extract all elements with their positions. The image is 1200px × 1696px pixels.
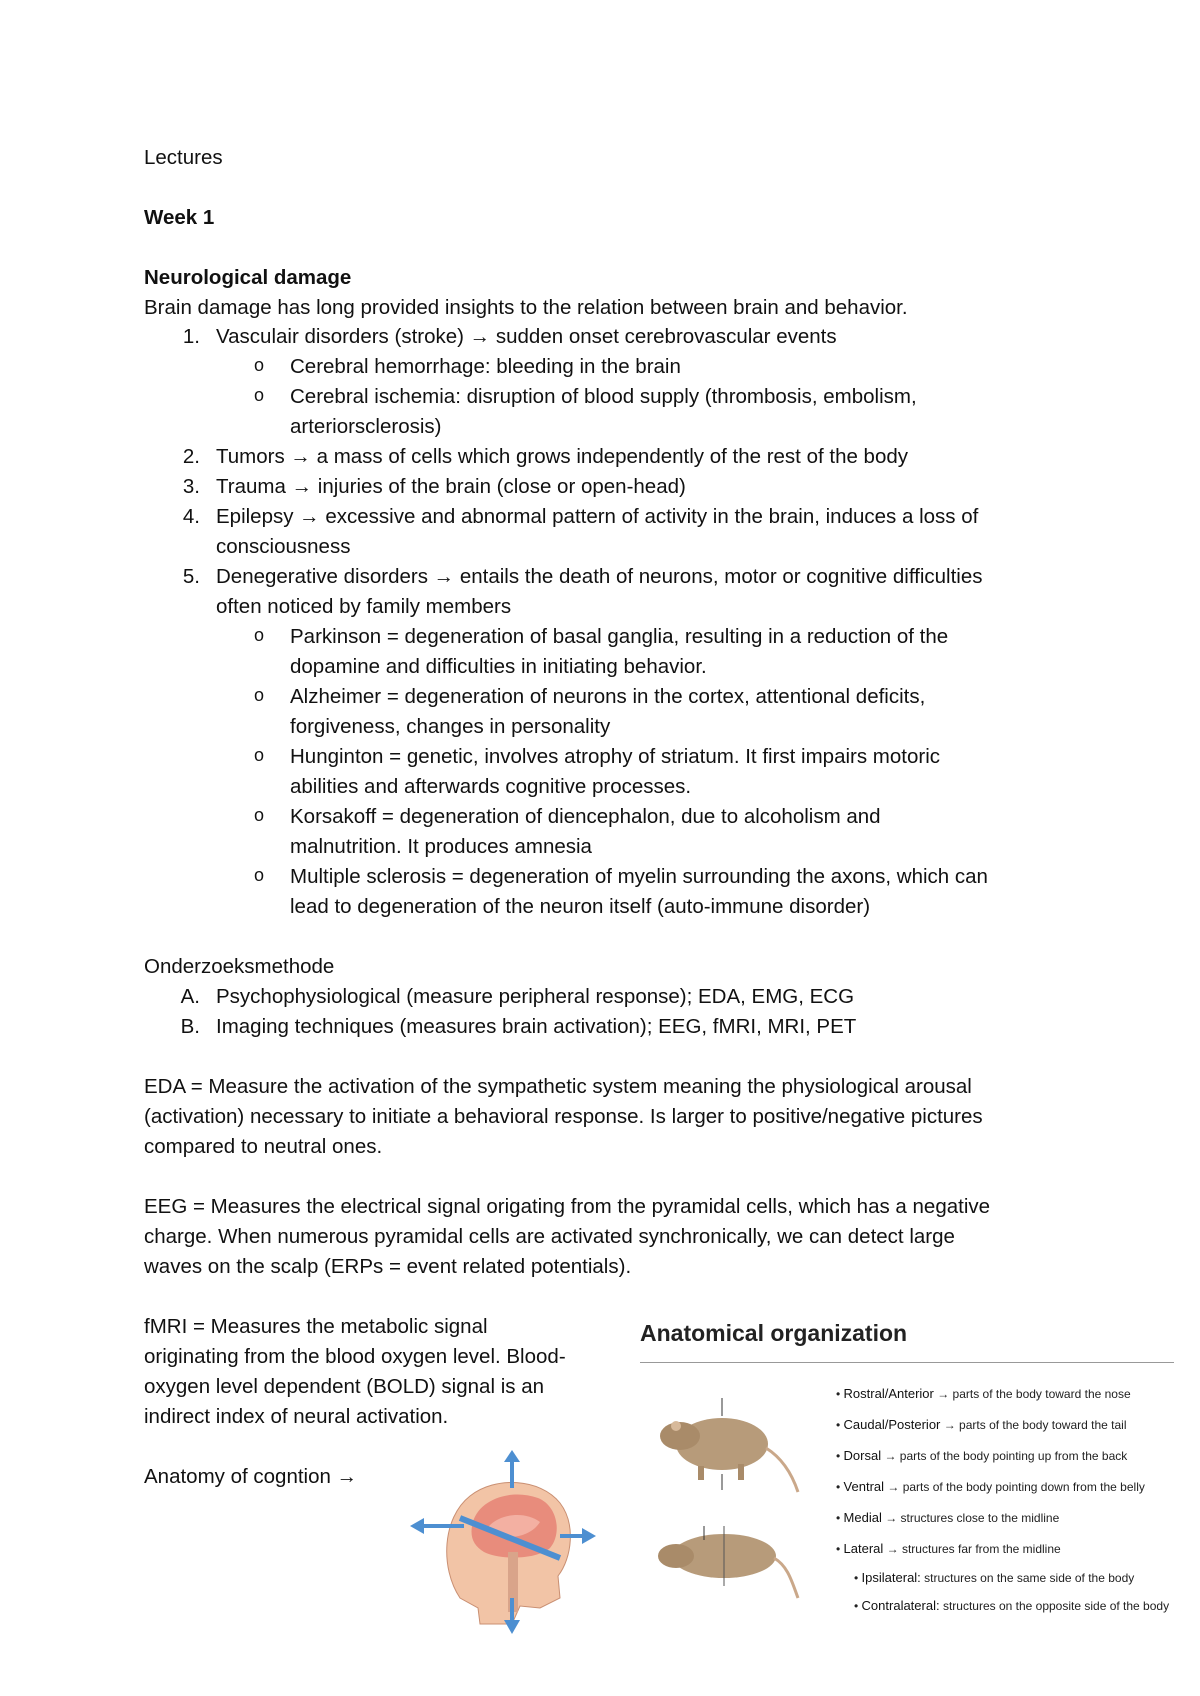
anatomy-label: Anatomy of cogntion →: [144, 1465, 358, 1488]
sub-item-text: forgiveness, changes in personality: [290, 715, 611, 738]
list-number: 4.: [182, 505, 200, 528]
bullet-desc: structures on the same side of the body: [924, 1571, 1135, 1585]
paragraph-line: EDA = Measure the activation of the sympathetic system meaning the physiological arousal: [144, 1075, 972, 1098]
bullet-desc: → parts of the body toward the tail: [943, 1418, 1127, 1432]
bullet-desc: structures on the opposite side of the body: [942, 1599, 1170, 1613]
sub-item-text: Alzheimer = degeneration of neurons in the cortex, attentional deficits,: [290, 685, 926, 708]
bullet-term: Ipsilateral:: [861, 1570, 921, 1585]
bullet-desc: → parts of the body pointing down from the belly: [887, 1480, 1145, 1494]
list-item-text: Epilepsy → excessive and abnormal pattern of activity in the brain, induces a loss of: [216, 505, 979, 528]
bullet-term: Dorsal: [843, 1448, 882, 1463]
sub-item-text: Cerebral hemorrhage: bleeding in the brain: [290, 355, 681, 378]
paragraph-line: fMRI = Measures the metabolic signal: [144, 1315, 488, 1338]
list-item-text: Denegerative disorders → entails the death of neurons, motor or cognitive difficulties: [216, 565, 983, 588]
bullet-term: Lateral: [843, 1541, 884, 1556]
paragraph-line: originating from the blood oxygen level. Blood-: [144, 1345, 566, 1368]
bullet-term: Ventral: [843, 1479, 885, 1494]
figure-subbullet: • Contralateral: structures on the opposite side of the body: [854, 1598, 1170, 1613]
head-illustration: [400, 1448, 600, 1638]
paragraph-line: indirect index of neural activation.: [144, 1405, 449, 1428]
paragraph-line: charge. When numerous pyramidal cells are activated synchronically, we can detect large: [144, 1225, 955, 1248]
sub-item-text: Korsakoff = degeneration of diencephalon, due to alcoholism and: [290, 805, 881, 828]
sub-item-text: arteriorsclerosis): [290, 415, 442, 438]
figure-title: Anatomical organization: [640, 1320, 908, 1346]
sub-item-text: Cerebral ischemia: disruption of blood supply (thrombosis, embolism,: [290, 385, 917, 408]
head-anatomy-figure: [400, 1448, 600, 1638]
section-title: Neurological damage: [144, 266, 352, 289]
methods-title: Onderzoeksmethode: [144, 955, 335, 978]
list-number: 2.: [182, 445, 200, 468]
rat-top-view-illustration: [642, 1506, 802, 1606]
figure-divider: [640, 1362, 1174, 1363]
bullet-marker: o: [254, 805, 265, 825]
paragraph-line: (activation) necessary to initiate a behavioral response. Is larger to positive/negative pictures: [144, 1105, 983, 1128]
bullet-marker: o: [254, 685, 265, 705]
figure-bullet: • Dorsal → parts of the body pointing up from the back: [836, 1448, 1128, 1463]
anatomical-organization-figure: [628, 1320, 1188, 1620]
bullet-marker: o: [254, 385, 265, 405]
bullet-term: Medial: [843, 1510, 882, 1525]
list-item-text: Vasculair disorders (stroke) → sudden onset cerebrovascular events: [216, 325, 837, 348]
sub-item-text: lead to degeneration of the neuron itself (auto-immune disorder): [290, 895, 871, 918]
figure-subbullet: • Ipsilateral: structures on the same side of the body: [854, 1570, 1135, 1585]
sub-item-text: Parkinson = degeneration of basal ganglia, resulting in a reduction of the: [290, 625, 949, 648]
bullet-desc: → parts of the body pointing up from the back: [884, 1449, 1128, 1463]
sub-item-text: abilities and afterwards cognitive processes.: [290, 775, 692, 798]
rat-side-view-illustration: [642, 1378, 802, 1498]
list-item-text: Tumors → a mass of cells which grows independently of the rest of the body: [216, 445, 909, 468]
sub-item-text: malnutrition. It produces amnesia: [290, 835, 592, 858]
figure-bullet: • Ventral → parts of the body pointing down from the belly: [836, 1479, 1145, 1494]
list-number: 3.: [182, 475, 200, 498]
paragraph-line: oxygen level dependent (BOLD) signal is an: [144, 1375, 544, 1398]
bullet-term: Caudal/Posterior: [843, 1417, 941, 1432]
paragraph-line: EEG = Measures the electrical signal origating from the pyramidal cells, which has a negative: [144, 1195, 991, 1218]
figure-bullet: • Rostral/Anterior → parts of the body toward the nose: [836, 1386, 1131, 1401]
list-number: 5.: [182, 565, 200, 588]
method-letter: B.: [180, 1015, 200, 1038]
bullet-desc: → parts of the body toward the nose: [937, 1387, 1131, 1401]
sub-item-text: Multiple sclerosis = degeneration of myelin surrounding the axons, which can: [290, 865, 988, 888]
figure-bullet: • Lateral → structures far from the midline: [836, 1541, 1061, 1556]
sub-item-text: Hunginton = genetic, involves atrophy of striatum. It first impairs motoric: [290, 745, 941, 768]
paragraph-line: compared to neutral ones.: [144, 1135, 383, 1158]
bullet-marker: o: [254, 355, 265, 375]
bullet-marker: o: [254, 745, 265, 765]
list-item-text: consciousness: [216, 535, 351, 558]
list-number: 1.: [182, 325, 200, 348]
paragraph-line: waves on the scalp (ERPs = event related potentials).: [144, 1255, 632, 1278]
bullet-marker: o: [254, 865, 265, 885]
heading-week: Week 1: [144, 206, 215, 229]
sub-item-text: dopamine and difficulties in initiating behavior.: [290, 655, 707, 678]
bullet-marker: o: [254, 625, 265, 645]
method-text: Psychophysiological (measure peripheral response); EDA, EMG, ECG: [216, 985, 855, 1008]
heading-lectures: Lectures: [144, 146, 223, 169]
method-letter: A.: [180, 985, 200, 1008]
list-item-text: Trauma → injuries of the brain (close or open-head): [216, 475, 686, 498]
figure-bullet: • Medial → structures close to the midline: [836, 1510, 1060, 1525]
intro-paragraph: Brain damage has long provided insights to the relation between brain and behavior.: [144, 296, 908, 319]
bullet-desc: → structures far from the midline: [886, 1542, 1061, 1556]
figure-bullet: • Caudal/Posterior → parts of the body toward the tail: [836, 1417, 1127, 1432]
list-item-text: often noticed by family members: [216, 595, 512, 618]
method-text: Imaging techniques (measures brain activation); EEG, fMRI, MRI, PET: [216, 1015, 857, 1038]
bullet-term: Rostral/Anterior: [843, 1386, 934, 1401]
bullet-term: Contralateral:: [861, 1598, 940, 1613]
bullet-desc: → structures close to the midline: [885, 1511, 1060, 1525]
